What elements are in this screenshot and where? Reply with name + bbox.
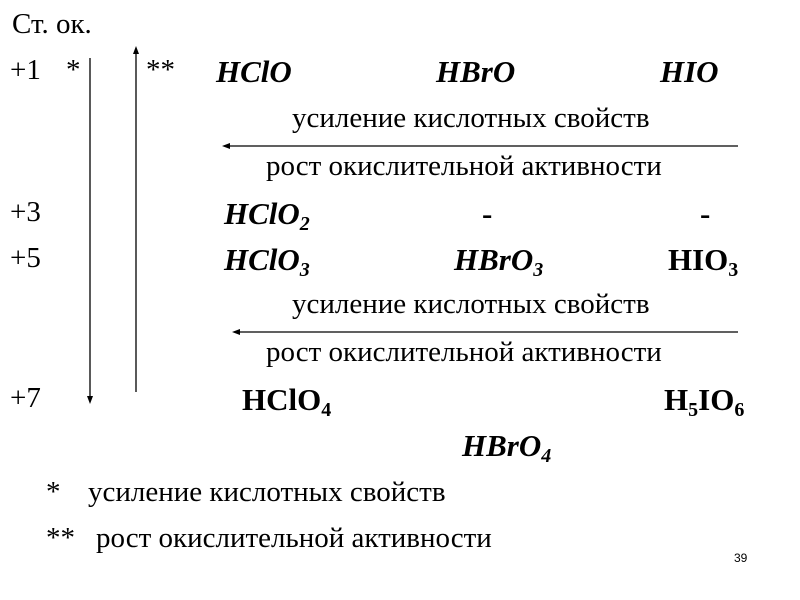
formula-h5io6-sub1: 5 [688, 399, 699, 421]
trend-acid-row1: усиление кислотных свойств [292, 102, 650, 134]
formula-hclo4-main: HClO [242, 382, 322, 417]
oxidation-state-plus1: +1 [10, 54, 41, 86]
page-number: 39 [734, 551, 748, 565]
legend-text-acid: усиление кислотных свойств [88, 476, 446, 508]
no-acid-iodine-3: - [700, 196, 711, 231]
formula-h5io6-sub2: 6 [734, 399, 745, 421]
formula-hbro4 [462, 428, 552, 467]
trend-oxid-row1: рост окислительной активности [266, 150, 662, 182]
formula-hio3-sub: 3 [728, 259, 739, 281]
formula-hclo: HClO [216, 54, 292, 89]
formula-h5io6-h: H [664, 382, 689, 417]
formula-hclo4-sub: 4 [321, 399, 332, 421]
legend-text-oxid: рост окислительной активности [96, 522, 492, 554]
legend-mark-acid: * [46, 476, 61, 508]
formula-hbro4-main: HBrO [462, 428, 542, 463]
legend-mark-oxid: ** [46, 522, 75, 554]
oxidation-state-plus5: +5 [10, 242, 41, 274]
oxid-marker-double: ** [146, 54, 175, 86]
oxidation-state-plus7: +7 [10, 382, 41, 414]
formula-hio3 [668, 242, 739, 281]
formula-hbro: HBrO [436, 54, 516, 89]
formula-hbro3-sub: 3 [533, 259, 544, 281]
formula-hbro4-sub: 4 [541, 445, 552, 467]
formula-h5io6-mid: IO [698, 382, 735, 417]
formula-hbro3 [454, 242, 544, 281]
no-acid-bromine-3: - [482, 196, 493, 231]
formula-hio3-main: HIO [668, 242, 729, 277]
trend-oxid-row5: рост окислительной активности [266, 336, 662, 368]
formula-hclo2-main: HClO [224, 196, 300, 231]
formula-hclo4 [242, 382, 332, 421]
acid-marker-single: * [66, 54, 81, 86]
formula-hclo3-main: HClO [224, 242, 300, 277]
trend-acid-row5: усиление кислотных свойств [292, 288, 650, 320]
formula-hclo3 [224, 242, 310, 281]
formula-hclo2-sub: 2 [299, 213, 310, 235]
formula-h5io6 [664, 382, 745, 421]
formula-hio: HIO [660, 54, 719, 89]
oxidation-state-plus3: +3 [10, 196, 41, 228]
formula-hclo3-sub: 3 [299, 259, 310, 281]
formula-hclo2 [224, 196, 310, 235]
formula-hbro3-main: HBrO [454, 242, 534, 277]
oxidation-state-header: Ст. ок. [12, 8, 92, 40]
